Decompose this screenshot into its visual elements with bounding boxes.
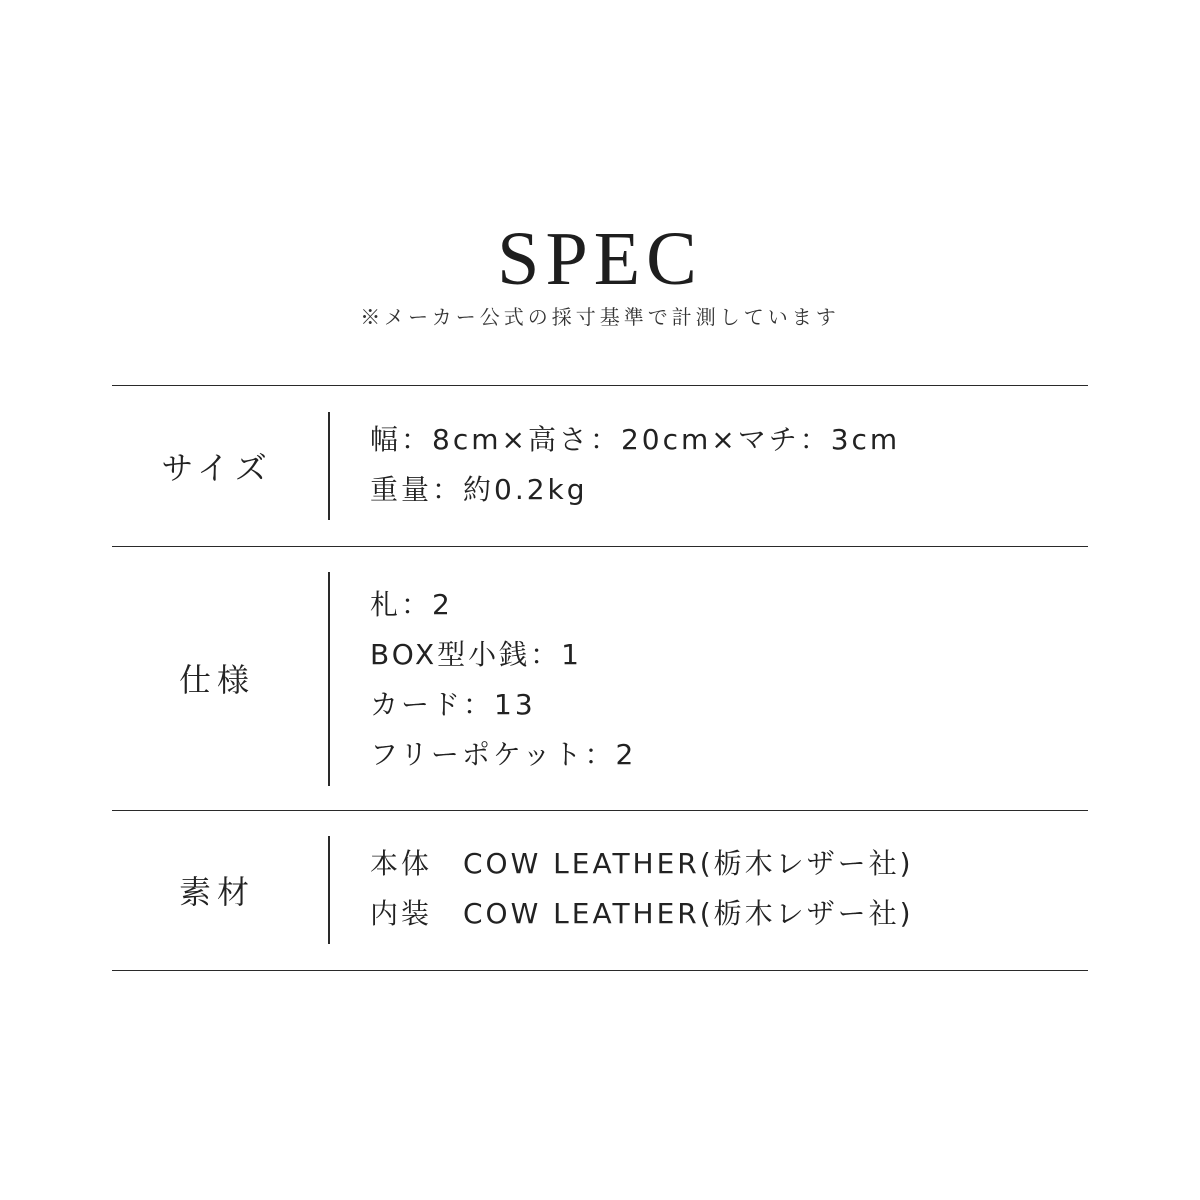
row-label-size: サイズ bbox=[161, 449, 273, 487]
spec-value: BOX型小銭：1 bbox=[370, 638, 582, 671]
row-label-spec: 仕様 bbox=[178, 661, 255, 699]
spec-value: カード：13 bbox=[370, 688, 536, 721]
row-divider-spec bbox=[328, 572, 330, 786]
spec-value: 札：2 bbox=[370, 588, 453, 621]
divider-bottom bbox=[112, 970, 1088, 971]
row-divider-material bbox=[328, 836, 330, 944]
spec-note: ※メーカー公式の採寸基準で計測しています bbox=[360, 305, 840, 329]
row-values-size bbox=[370, 415, 1070, 515]
spec-title: SPEC bbox=[497, 217, 703, 301]
divider bbox=[112, 546, 1088, 547]
row-divider-size bbox=[328, 412, 330, 520]
divider bbox=[112, 810, 1088, 811]
spec-value: 重量：約0.2kg bbox=[370, 473, 588, 506]
row-values-material bbox=[370, 839, 1070, 939]
row-label-material: 素材 bbox=[178, 873, 255, 911]
divider-top bbox=[112, 385, 1088, 386]
spec-value: 本体 COW LEATHER(栃木レザー社) bbox=[370, 847, 914, 880]
spec-value: フリーポケット：2 bbox=[370, 738, 637, 771]
spec-value: 内装 COW LEATHER(栃木レザー社) bbox=[370, 897, 914, 930]
row-values-spec bbox=[370, 580, 1070, 780]
spec-value: 幅：8cm×高さ：20cm×マチ：3cm bbox=[370, 423, 901, 456]
